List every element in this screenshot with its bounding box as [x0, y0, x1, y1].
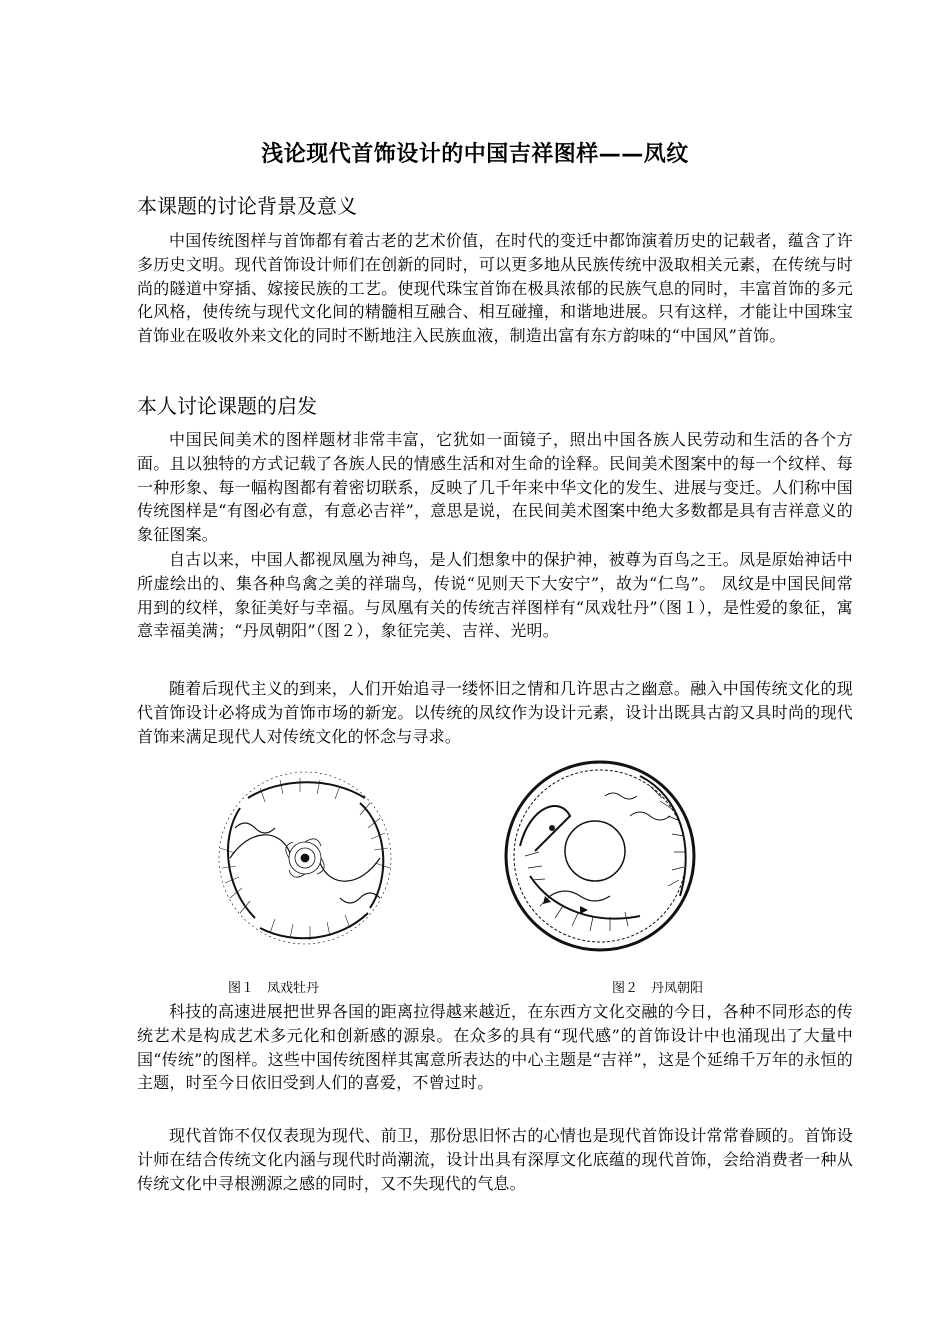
- figure-1-caption: 图１ 凤戏牡丹: [228, 981, 320, 996]
- section-heading-background: 本课题的讨论背景及意义: [137, 194, 357, 218]
- figure-2-caption: 图２ 丹凤朝阳: [612, 981, 704, 996]
- paragraph-inspiration-1: 中国民间美术的图样题材非常丰富，它犹如一面镜子，照出中国各族人民劳动和生活的各个方面。且以独特的方式记载了各族人民的情感生活和对生命的诠释。民间美术图案中的每一个纹样、每一种形象、每一幅构图都有着密切联系，反映了几千年来中华文化的发生、进展与变迁。人们称中国传统图样是“有图必有意，有意必吉祥”，意思是说，在民间美术图案中绝大多数都是具有吉祥意义的象征图案。: [137, 430, 853, 545]
- page-title: 浅论现代首饰设计的中国吉祥图样——凤纹: [261, 142, 689, 167]
- section-heading-inspiration: 本人讨论课题的启发: [137, 394, 317, 418]
- paragraph-closing-1: 科技的高速进展把世界各国的距离拉得越来越近，在东西方文化交融的今日，各种不同形态的传统艺术是构成艺术多元化和创新感的源泉。在众多的具有“现代感”的首饰设计中也涌现出了大量中国“传统”的图样。这些中国传统图样其寓意所表达的中心主题是“吉祥”，这是个延绵千万年的永恒的主题，时至今日依旧受到人们的喜爱，不曾过时。: [137, 1002, 853, 1093]
- paragraph-inspiration-3: 随着后现代主义的到来，人们开始追寻一缕怀旧之情和几许思古之幽意。融入中国传统文化的现代首饰设计必将成为首饰市场的新宠。以传统的凤纹作为设计元素，设计出既具古韵又具时尚的现代首饰来满足现代人对传统文化的怀念与寻求。: [137, 679, 853, 746]
- paragraph-background: 中国传统图样与首饰都有着古老的艺术价值，在时代的变迁中都饰演着历史的记载者，蕴含了许多历史文明。现代首饰设计师们在创新的同时，可以更多地从民族传统中汲取相关元素，在传统与时尚的隧道中穿插、嫁接民族的工艺。使现代珠宝首饰在极具浓郁的民族气息的同时，丰富首饰的多元化风格，使传统与现代文化间的精髓相互融合、相互碰撞，和谐地进展。只有这样，才能让中国珠宝首饰业在吸收外来文化的同时不断地注入民族血液，制造出富有东方韵味的“中国风”首饰。: [137, 231, 853, 346]
- phoenix-sun-icon: [490, 756, 710, 956]
- double-phoenix-peony-icon: [200, 768, 410, 948]
- paragraph-closing-2: 现代首饰不仅仅表现为现代、前卫，那份思旧怀古的心情也是现代首饰设计常常眷顾的。首饰设计师在结合传统文化内涵与现代时尚潮流，设计出具有深厚文化底蕴的现代首饰，会给消费者一种从传统文化中寻根溯源之感的同时，又不失现代的气息。: [137, 1126, 853, 1193]
- paragraph-inspiration-2: 自古以来，中国人都视凤凰为神鸟，是人们想象中的保护神，被尊为百鸟之王。凤是原始神话中所虚绘出的、集各种鸟禽之美的祥瑞鸟，传说“见则天下大安宁”，故为“仁鸟”。 凤纹是中国民间常用到的纹样，象征美好与幸福。与凤凰有关的传统吉祥图样有“凤戏牡丹”（图１），是性爱的象征，寓意幸福美满；“丹凤朝阳”（图２），象征完美、吉祥、光明。: [137, 550, 853, 641]
